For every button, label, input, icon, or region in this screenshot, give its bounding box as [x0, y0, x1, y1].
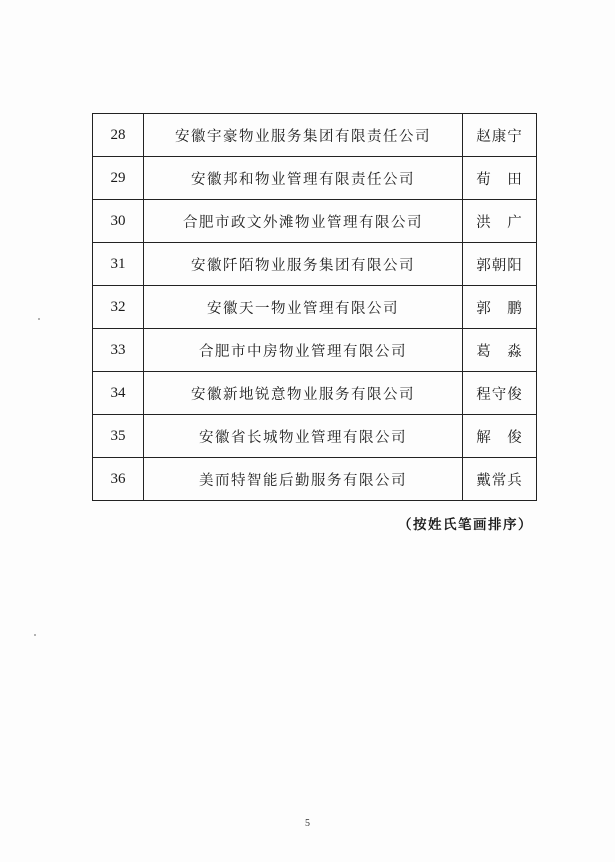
company-name: 安徽省长城物业管理有限公司: [144, 415, 463, 458]
table-row: [93, 458, 537, 501]
table-row: [93, 114, 537, 157]
row-number: 35: [93, 415, 144, 458]
company-roster-table: [92, 113, 537, 501]
table-row: [93, 329, 537, 372]
person-name: 荀 田: [463, 157, 537, 200]
person-name: 郭朝阳: [463, 243, 537, 286]
company-name: 安徽新地锐意物业服务有限公司: [144, 372, 463, 415]
company-name: 安徽宇豪物业服务集团有限责任公司: [144, 114, 463, 157]
row-number: 31: [93, 243, 144, 286]
scan-speck: [38, 318, 40, 320]
row-number: 32: [93, 286, 144, 329]
company-name: 安徽天一物业管理有限公司: [144, 286, 463, 329]
person-name: 郭 鹏: [463, 286, 537, 329]
company-name: 安徽邦和物业管理有限责任公司: [144, 157, 463, 200]
company-name: 美而特智能后勤服务有限公司: [144, 458, 463, 501]
table-row: [93, 286, 537, 329]
row-number: 30: [93, 200, 144, 243]
person-name: 赵康宁: [463, 114, 537, 157]
person-name: 解 俊: [463, 415, 537, 458]
table-row: [93, 157, 537, 200]
table-row: [93, 243, 537, 286]
scan-speck: [34, 634, 36, 636]
table-row: [93, 415, 537, 458]
person-name: 程守俊: [463, 372, 537, 415]
row-number: 33: [93, 329, 144, 372]
sort-order-note: （按姓氏笔画排序）: [398, 517, 533, 533]
row-number: 36: [93, 458, 144, 501]
page-number: 5: [305, 818, 310, 829]
roster-body: [93, 114, 537, 501]
person-name: 洪 广: [463, 200, 537, 243]
table-row: [93, 200, 537, 243]
row-number: 29: [93, 157, 144, 200]
company-name: 安徽阡陌物业服务集团有限公司: [144, 243, 463, 286]
person-name: 葛 淼: [463, 329, 537, 372]
person-name: 戴常兵: [463, 458, 537, 501]
company-name: 合肥市政文外滩物业管理有限公司: [144, 200, 463, 243]
table-row: [93, 372, 537, 415]
row-number: 34: [93, 372, 144, 415]
company-name: 合肥市中房物业管理有限公司: [144, 329, 463, 372]
row-number: 28: [93, 114, 144, 157]
